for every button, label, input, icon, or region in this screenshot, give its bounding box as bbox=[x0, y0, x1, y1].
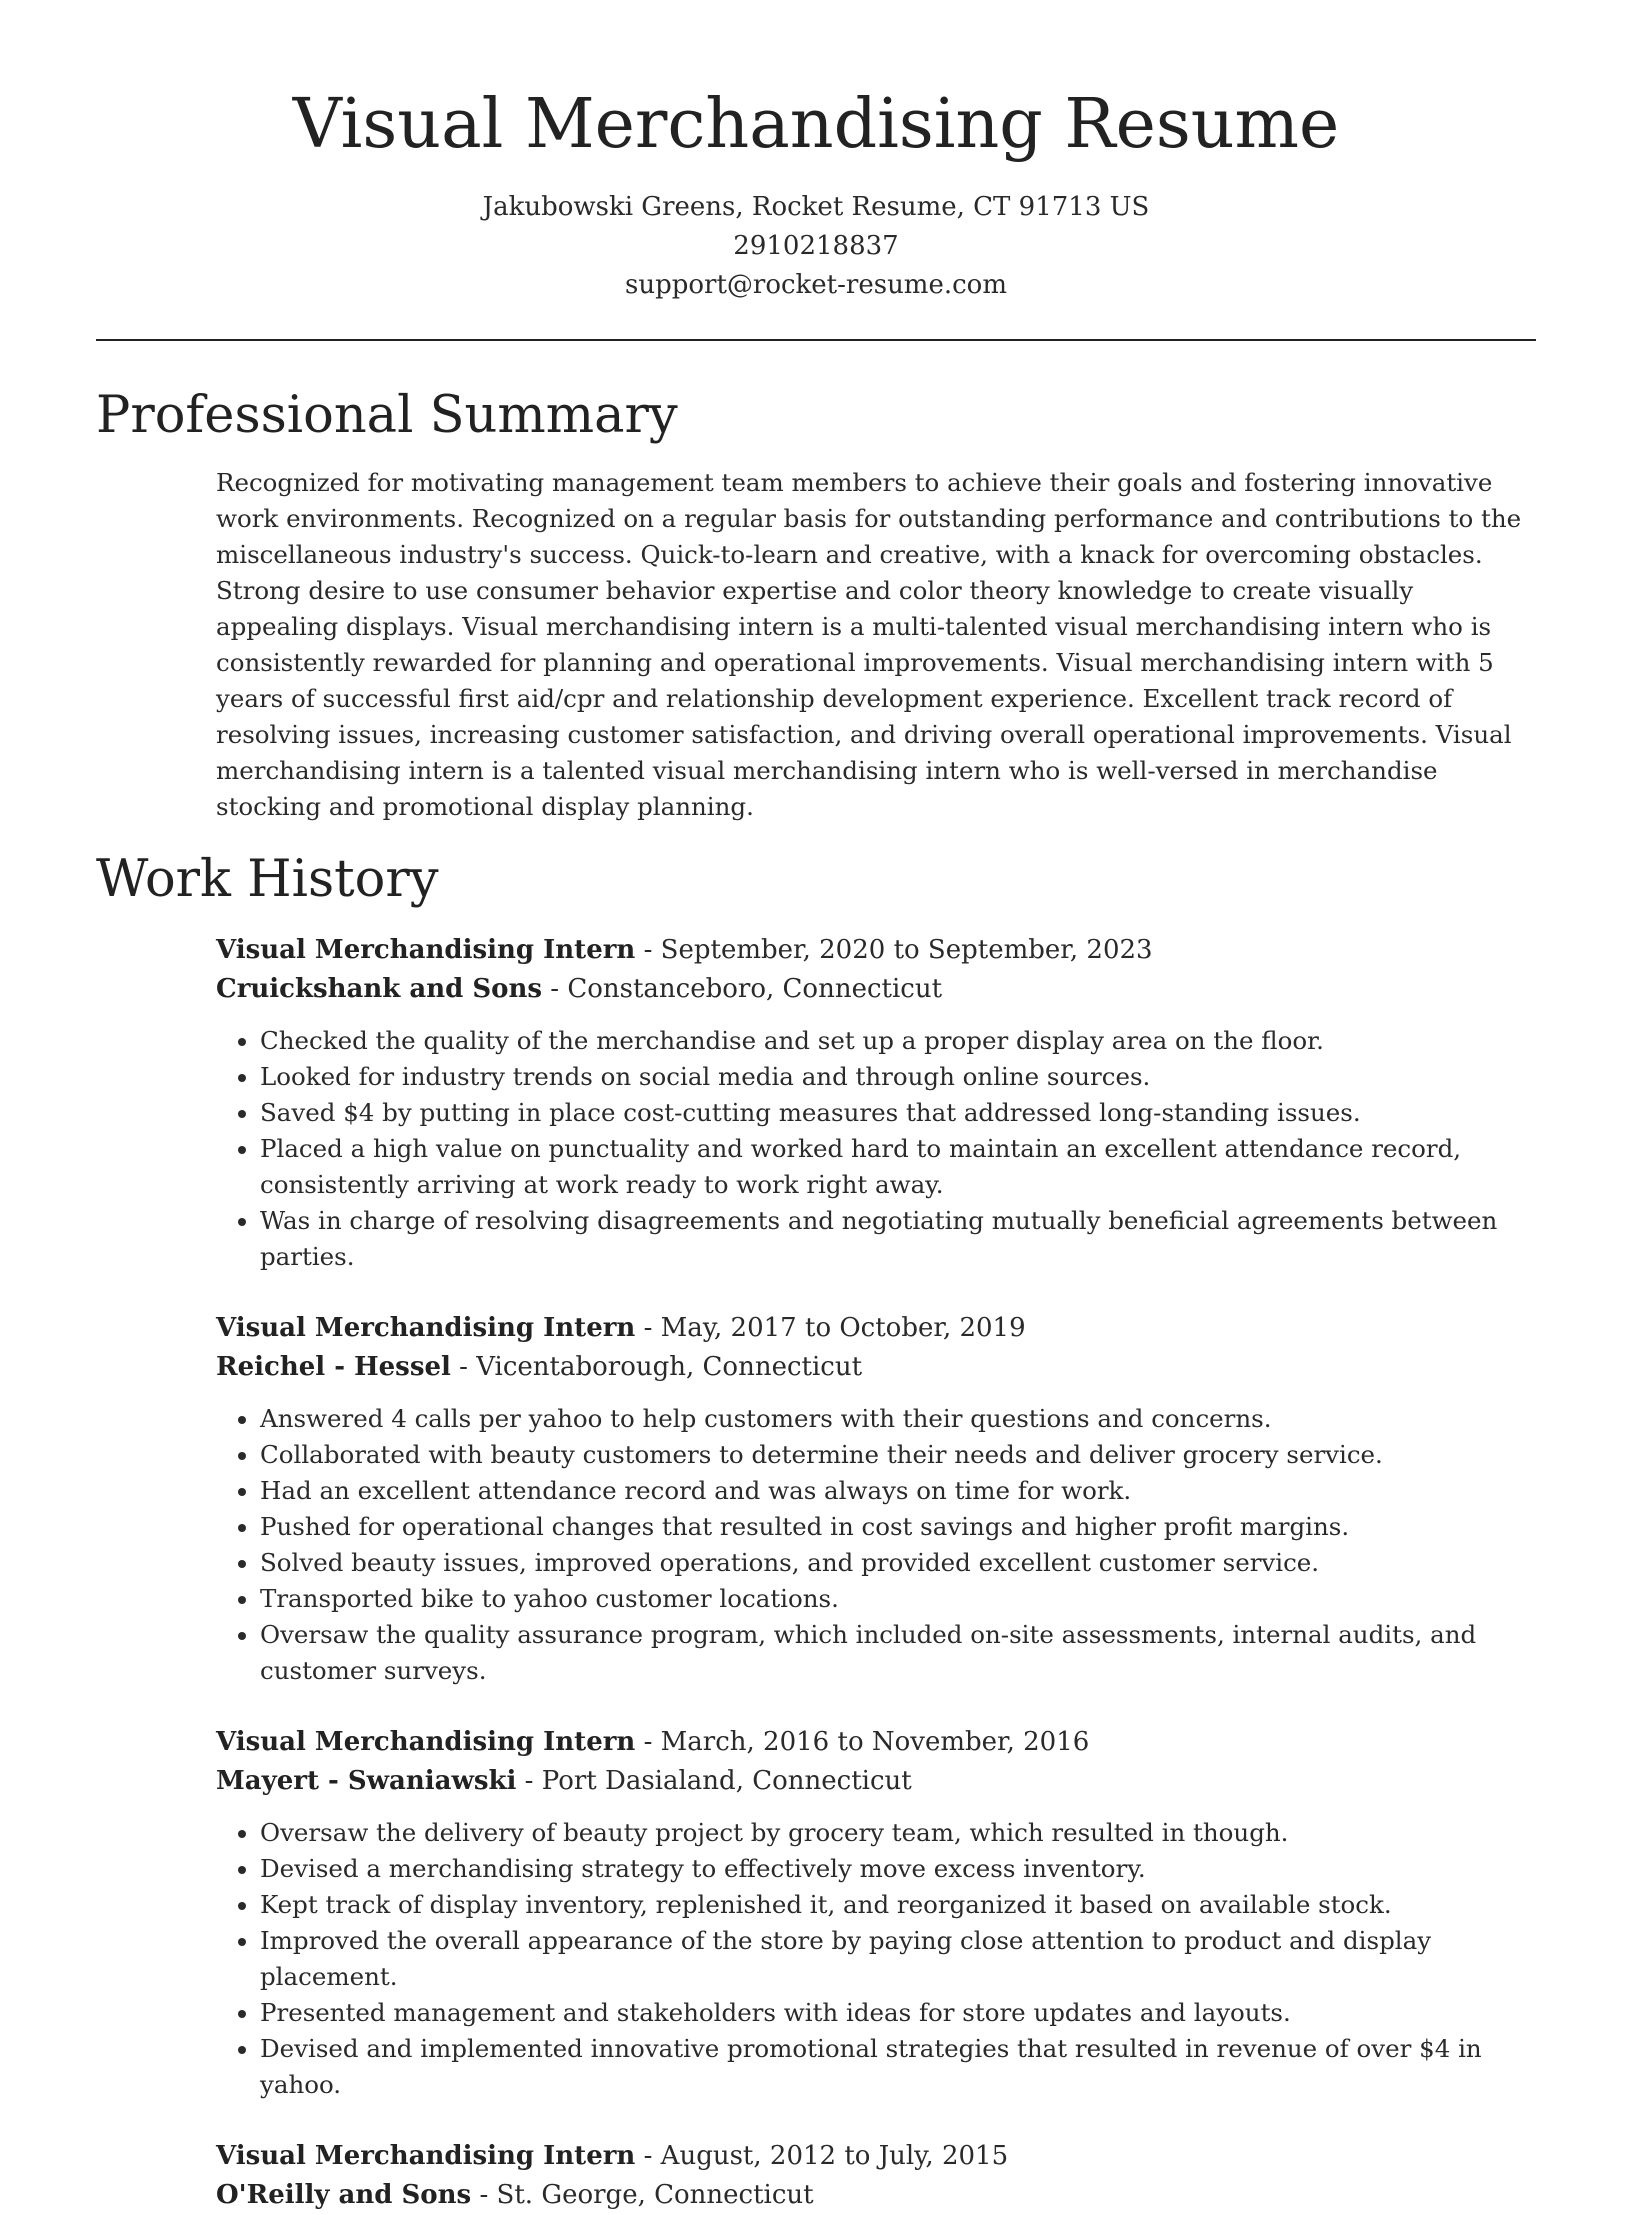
job-entry bbox=[216, 1309, 1536, 1689]
job-role: Visual Merchandising Intern bbox=[216, 2141, 636, 2171]
summary-text: Recognized for motivating management team members to achieve their goals and fostering innovative work environments. Recognized on a regular basis for outstanding performance and contributions to the miscellaneous industry's success. Quick-to-learn and creative, with a knack for overcoming obstacles. Strong desire to use consumer behavior expertise and color theory knowledge to create visually appealing displays. Visual merchandising intern is a multi-talented visual merchandising intern who is consistently rewarded for planning and operational improvements. Visual merchandising intern with 5 years of successful first aid/cpr and relationship development experience. Excellent track record of resolving issues, increasing customer satisfaction, and driving overall operational improvements. Visual merchandising intern is a talented visual merchandising intern who is well-versed in merchandise stocking and promotional display planning. bbox=[216, 468, 1522, 821]
work-history-list bbox=[96, 931, 1536, 2215]
job-company-line bbox=[216, 970, 1536, 1009]
job-dates: May, 2017 to October, 2019 bbox=[660, 1313, 1026, 1343]
bullet-item: • Transported bike to yahoo customer locations. bbox=[260, 1581, 1536, 1617]
phone-line: 2910218837 bbox=[733, 231, 899, 261]
bullet-item: • Devised a merchandising strategy to effectively move excess inventory. bbox=[260, 1851, 1536, 1887]
work-history-heading: Work History bbox=[96, 850, 439, 909]
job-location: Constanceboro, Connecticut bbox=[567, 974, 943, 1004]
job-title-line bbox=[216, 931, 1536, 970]
bullet-item: • Placed a high value on punctuality and worked hard to maintain an excellent attendance record, consistently arriving at work ready to work right away. bbox=[260, 1131, 1536, 1203]
separator: - bbox=[635, 1727, 661, 1757]
bullet-item: • Looked for industry trends on social media and through online sources. bbox=[260, 1059, 1536, 1095]
bullet-item: • Oversaw the delivery of beauty project by grocery team, which resulted in though. bbox=[260, 1815, 1536, 1851]
job-bullets bbox=[216, 1815, 1536, 2103]
summary-heading: Professional Summary bbox=[96, 386, 678, 445]
bullet-item: • Was in charge of resolving disagreements and negotiating mutually beneficial agreements between parties. bbox=[260, 1203, 1536, 1275]
separator: - bbox=[516, 1766, 542, 1796]
header-divider bbox=[96, 339, 1536, 341]
bullet-item: • Presented management and stakeholders with ideas for store updates and layouts. bbox=[260, 1995, 1536, 2031]
bullet-item: • Had an excellent attendance record and was always on time for work. bbox=[260, 1473, 1536, 1509]
job-entry bbox=[216, 931, 1536, 1275]
separator: - bbox=[450, 1352, 477, 1382]
resume-header bbox=[96, 0, 1536, 305]
separator: - bbox=[635, 2141, 661, 2171]
job-dates: September, 2020 to September, 2023 bbox=[660, 935, 1153, 965]
bullet-item: • Oversaw the quality assurance program, which included on-site assessments, internal audits, and customer surveys. bbox=[260, 1617, 1536, 1689]
job-dates: March, 2016 to November, 2016 bbox=[660, 1727, 1090, 1757]
bullet-item: • Devised and implemented innovative promotional strategies that resulted in revenue of over $4 in yahoo. bbox=[260, 2031, 1536, 2103]
job-location: Vicentaborough, Connecticut bbox=[476, 1352, 863, 1382]
bullet-item: • Pushed for operational changes that resulted in cost savings and higher profit margins. bbox=[260, 1509, 1536, 1545]
job-title-line bbox=[216, 1309, 1536, 1348]
job-company: O'Reilly and Sons bbox=[216, 2180, 472, 2210]
job-bullets bbox=[216, 1023, 1536, 1275]
separator: - bbox=[542, 974, 568, 1004]
job-bullets bbox=[216, 1401, 1536, 1689]
job-title-line bbox=[216, 2137, 1536, 2176]
bullet-item: • Checked the quality of the merchandise and set up a proper display area on the floor. bbox=[260, 1023, 1536, 1059]
job-company: Reichel - Hessel bbox=[216, 1352, 451, 1382]
bullet-item: • Collaborated with beauty customers to determine their needs and deliver grocery service. bbox=[260, 1437, 1536, 1473]
job-location: Port Dasialand, Connecticut bbox=[541, 1766, 912, 1796]
bullet-item: • Improved the overall appearance of the store by paying close attention to product and display placement. bbox=[260, 1923, 1536, 1995]
job-role: Visual Merchandising Intern bbox=[216, 1727, 636, 1757]
job-role: Visual Merchandising Intern bbox=[216, 1313, 636, 1343]
bullet-item: • Solved beauty issues, improved operations, and provided excellent customer service. bbox=[260, 1545, 1536, 1581]
separator: - bbox=[471, 2180, 497, 2210]
separator: - bbox=[635, 935, 661, 965]
bullet-item: • Answered 4 calls per yahoo to help customers with their questions and concerns. bbox=[260, 1401, 1536, 1437]
bullet-item: • Kept track of display inventory, replenished it, and reorganized it based on available stock. bbox=[260, 1887, 1536, 1923]
job-location: St. George, Connecticut bbox=[496, 2180, 814, 2210]
job-company-line bbox=[216, 2176, 1536, 2215]
email-line: support@rocket-resume.com bbox=[624, 270, 1007, 300]
separator: - bbox=[635, 1313, 661, 1343]
job-dates: August, 2012 to July, 2015 bbox=[660, 2141, 1009, 2171]
job-company: Mayert - Swaniawski bbox=[216, 1766, 517, 1796]
job-title-line bbox=[216, 1723, 1536, 1762]
job-company-line bbox=[216, 1348, 1536, 1387]
address-line: Jakubowski Greens, Rocket Resume, CT 91713 US bbox=[482, 192, 1150, 222]
job-entry bbox=[216, 2137, 1536, 2215]
job-entry bbox=[216, 1723, 1536, 2103]
contact-block bbox=[96, 188, 1536, 305]
resume-title: Visual Merchandising Resume bbox=[292, 85, 1340, 164]
bullet-item: • Saved $4 by putting in place cost-cutting measures that addressed long-standing issues. bbox=[260, 1095, 1536, 1131]
job-company-line bbox=[216, 1762, 1536, 1801]
job-role: Visual Merchandising Intern bbox=[216, 935, 636, 965]
job-company: Cruickshank and Sons bbox=[216, 974, 543, 1004]
